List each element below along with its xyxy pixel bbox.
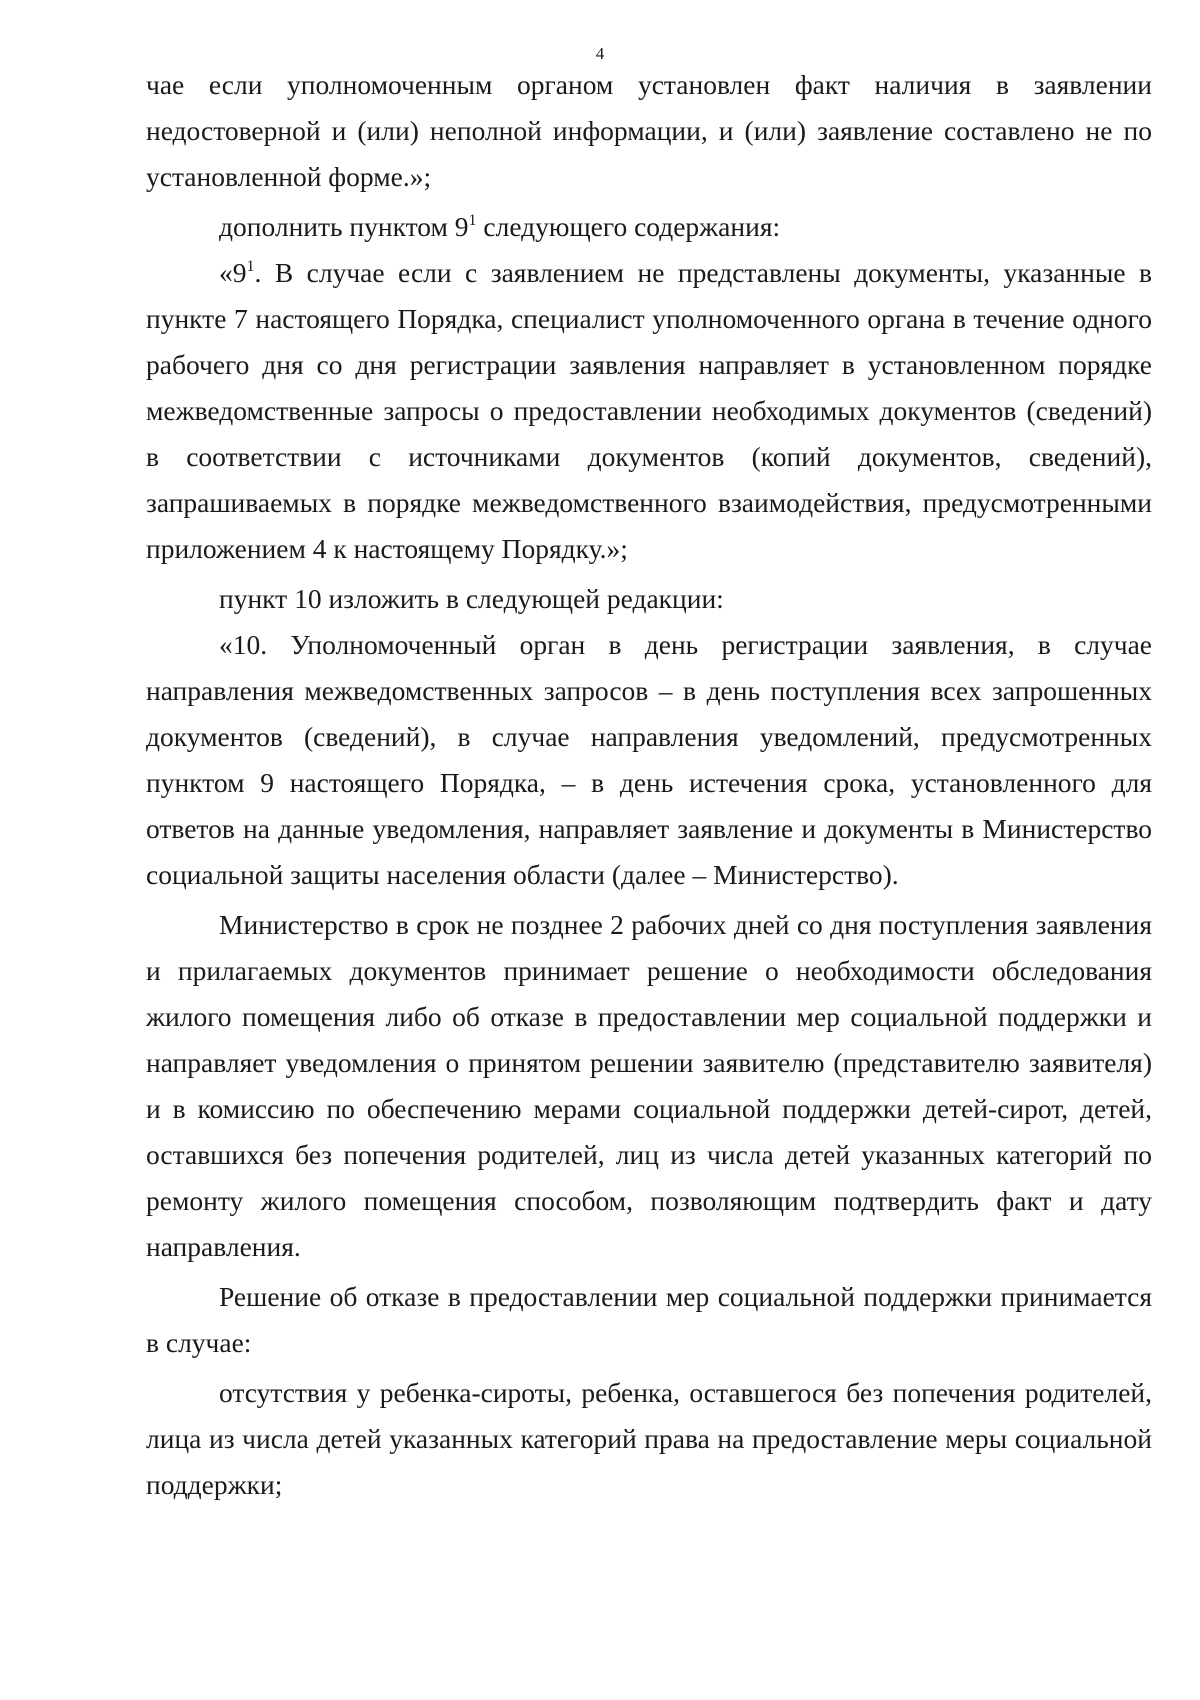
paragraph-1: чае если уполномоченным органом установлен факт наличия в заявлении недостоверной и (или) неполной информации, и (или) заявление составлено не по установленной форме.»; [146,69,1152,192]
paragraph-3-text-before: «9 [219,257,247,288]
page-number: 4 [595,44,605,63]
paragraph-8: отсутствия у ребенка-сироты, ребенка, оставшегося без попечения родителей, лица из числа детей указанных категорий права на предоставление меры социальной поддержки; [146,1377,1152,1500]
paragraph-5: «10. Уполномоченный орган в день регистрации заявления, в случае направления межведомственных запросов – в день поступления всех запрошенных документов (сведений), в случае направления уведомлений, предусмотренных пунктом 9 настоящего Порядка, – в день истечения срока, установленного для ответов на данные уведомления, направляет заявление и документы в Министерство социальной защиты населения области (далее – Министерство). [146,629,1152,890]
paragraph-6: Министерство в срок не позднее 2 рабочих дней со дня поступления заявления и прилагаемых документов принимает решение о необходимости обследования жилого помещения либо об отказе в предоставлении мер социальной поддержки и направляет уведомления о принятом решении заявителю (представителю заявителя) и в комиссию по обеспечению мерами социальной поддержки детей-сирот, детей, оставшихся без попечения родителей, лиц из числа детей указанных категорий по ремонту жилого помещения способом, позволяющим подтвердить факт и дату направления. [146,909,1152,1262]
paragraph-3-text-after: . В случае если с заявлением не представлены документы, указанные в пункте 7 настоящего Порядка, специалист уполномоченного органа в течение одного рабочего дня со дня регистрации заявления направляет в установленном порядке межведомственные запросы о предоставлении необходимых документов (сведений) в соответствии с источниками документов (копий документов, сведений), запрашиваемых в порядке межведомственного взаимодействия, предусмотренными приложением 4 к настоящему Порядку.»; [146,257,1152,564]
document-body [146,62,1152,1508]
paragraph-2-text-before: дополнить пунктом 9 [219,211,469,242]
paragraph-7: Решение об отказе в предоставлении мер социальной поддержки принимается в случае: [146,1281,1152,1358]
paragraph-2 [146,204,1152,250]
paragraph-2-text-after: следующего содержания: [476,211,781,242]
paragraph-3 [146,250,1152,572]
superscript-2: 1 [246,258,255,275]
paragraph-4: пункт 10 изложить в следующей редакции: [219,583,724,614]
superscript-1: 1 [468,212,477,229]
